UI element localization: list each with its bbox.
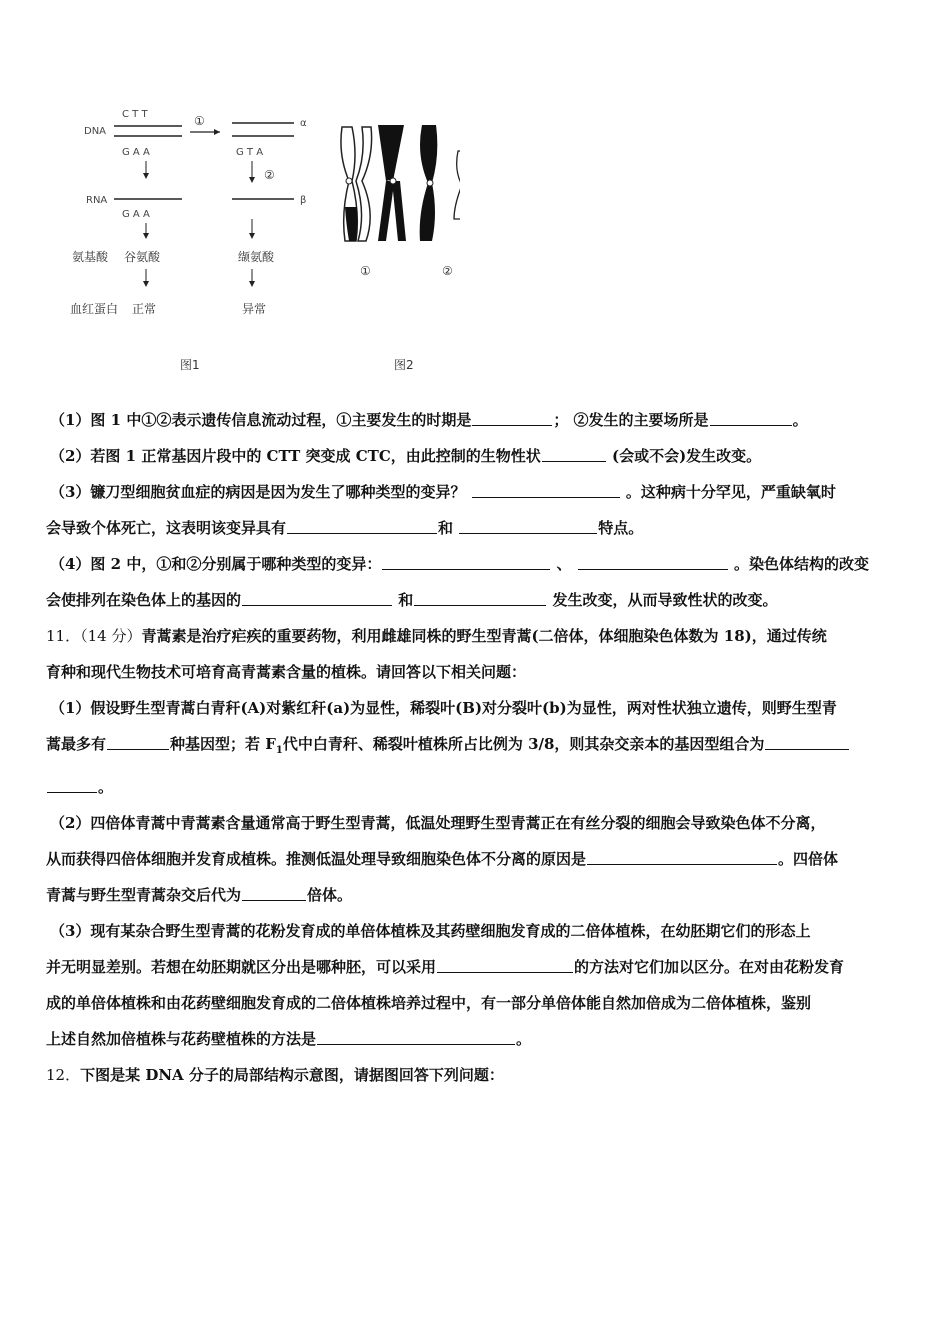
figure-region bbox=[60, 95, 453, 385]
chromosome-pair-2 bbox=[420, 125, 460, 241]
figure-2-label-2: ② bbox=[442, 264, 453, 278]
step1-arrow-head bbox=[214, 129, 220, 135]
q10-part1: （1）图 1 中①②表示遗传信息流动过程，①主要发生的时期是 ； ②发生的主要场所是 。 bbox=[50, 411, 808, 429]
rna-seq: G A A bbox=[122, 209, 150, 220]
q11-part1-end: 。 bbox=[46, 769, 908, 805]
answer-blank[interactable] bbox=[459, 519, 597, 534]
aa-to-hb-arrow-head bbox=[143, 281, 149, 287]
step2-marker: ② bbox=[264, 168, 275, 182]
answer-blank[interactable] bbox=[47, 778, 97, 793]
alpha-label: α bbox=[300, 118, 307, 129]
figure-2-label-1: ① bbox=[360, 264, 371, 278]
answer-blank[interactable] bbox=[472, 483, 620, 498]
beta-label: β bbox=[300, 195, 307, 206]
answer-blank[interactable] bbox=[578, 555, 728, 570]
hemoglobin-label: 血红蛋白 bbox=[70, 302, 119, 316]
step1-marker: ① bbox=[194, 114, 205, 128]
mutant-aa-to-hb-arrow-head bbox=[249, 281, 255, 287]
q11-part3-cont: 并无明显差别。若想在幼胚期就区分出是哪种胚，可以采用 的方法对它们加以区分。在对由花粉发育 bbox=[46, 958, 845, 976]
chromosome-pair-1 bbox=[341, 125, 406, 241]
mutant-bottom-seq: G T A bbox=[236, 147, 264, 158]
q10-part4-cont: 会使排列在染色体上的基因的 和 发生改变，从而导致性状的改变。 bbox=[46, 591, 778, 609]
q11-part2: （2）四倍体青蒿中青蒿素含量通常高于野生型青蒿，低温处理野生型青蒿正在有丝分裂的细胞会导致染色体不分离， bbox=[50, 814, 826, 832]
q11-part3: （3）现有某杂合野生型青蒿的花粉发育成的单倍体植株及其药壁细胞发育成的二倍体植株，在幼胚期它们的形态上 bbox=[50, 922, 811, 940]
answer-blank[interactable] bbox=[587, 850, 777, 865]
dna-bottom-seq: G A A bbox=[122, 147, 150, 158]
q11-part2-end: 青蒿与野生型青蒿杂交后代为 倍体。 bbox=[46, 886, 353, 904]
dna-to-rna-arrow-head bbox=[143, 173, 149, 179]
answer-blank[interactable] bbox=[242, 886, 306, 901]
q10-part3: （3）镰刀型细胞贫血症的病因是因为发生了哪种类型的变异？ 。这种病十分罕见，严重缺氧时 bbox=[50, 483, 836, 501]
answer-blank[interactable] bbox=[382, 555, 550, 570]
answer-blank[interactable] bbox=[107, 735, 169, 750]
mutant-to-aa-arrow-head bbox=[249, 233, 255, 239]
rna-label: RNA bbox=[86, 195, 108, 206]
figure-1-2-diagram bbox=[60, 95, 460, 385]
dna-top-seq: C T T bbox=[122, 109, 148, 120]
amino-acid-label: 氨基酸 bbox=[72, 250, 109, 264]
dna-label: DNA bbox=[84, 126, 107, 137]
answer-blank[interactable] bbox=[317, 1030, 515, 1045]
answer-blank[interactable] bbox=[765, 735, 849, 750]
answer-blank[interactable] bbox=[472, 411, 552, 426]
question-text-block bbox=[46, 402, 908, 1093]
figure-2-caption: 图2 bbox=[394, 358, 414, 372]
answer-blank[interactable] bbox=[287, 519, 437, 534]
rna-to-aa-arrow-head bbox=[143, 233, 149, 239]
q10-part2: （2）若图 1 正常基因片段中的 CTT 突变成 CTC，由此控制的生物性状 (会或不会)发生改变。 bbox=[50, 447, 762, 465]
amino-acid-normal: 谷氨酸 bbox=[124, 250, 161, 264]
hemoglobin-normal: 正常 bbox=[132, 302, 157, 316]
q10-part4: （4）图 2 中，①和②分别属于哪种类型的变异： 、 。染色体结构的改变 bbox=[50, 555, 870, 573]
q11-part2-cont: 从而获得四倍体细胞并发育成植株。推测低温处理导致细胞染色体不分离的原因是 。四倍体 bbox=[46, 850, 839, 868]
q11-part1-cont: 蒿最多有 种基因型；若 $F_1$代中白青秆、稀裂叶植株所占比例为 3/8，则其杂交亲本的基因型组合为 bbox=[46, 726, 908, 769]
answer-blank[interactable] bbox=[242, 591, 392, 606]
figure-1-caption: 图1 bbox=[180, 358, 200, 372]
q11-intro: 11．（14 分）青蒿素是治疗疟疾的重要药物，利用雌雄同株的野生型青蒿(二倍体，体细胞染色体数为 18)，通过传统 bbox=[46, 627, 827, 645]
q11-part3-cont2: 成的单倍体植株和由花药壁细胞发育成的二倍体植株培养过程中，有一部分单倍体能自然加倍成为二倍体植株，鉴别 bbox=[46, 994, 812, 1012]
q12-intro: 12．下图是某 DNA 分子的局部结构示意图，请据图回答下列问题： bbox=[46, 1066, 504, 1084]
answer-blank[interactable] bbox=[710, 411, 792, 426]
mutant-transcribe-arrow-head bbox=[249, 177, 255, 183]
q11-part3-end: 上述自然加倍植株与花药壁植株的方法是 。 bbox=[46, 1030, 532, 1048]
q11-part1: （1）假设野生型青蒿白青秆(A)对紫红秆(a)为显性，稀裂叶(B)对分裂叶(b)为显性，两对性状独立遗传，则野生型青 bbox=[50, 699, 837, 717]
q11-intro-cont: 育种和现代生物技术可培育高青蒿素含量的植株。请回答以下相关问题： bbox=[46, 663, 527, 681]
answer-blank[interactable] bbox=[414, 591, 546, 606]
answer-blank[interactable] bbox=[437, 958, 573, 973]
q10-part3-cont: 会导致个体死亡，这表明该变异具有 和 特点。 bbox=[46, 519, 644, 537]
amino-acid-mutant: 缬氨酸 bbox=[238, 250, 275, 264]
answer-blank[interactable] bbox=[542, 447, 606, 462]
hemoglobin-mutant: 异常 bbox=[242, 302, 267, 316]
